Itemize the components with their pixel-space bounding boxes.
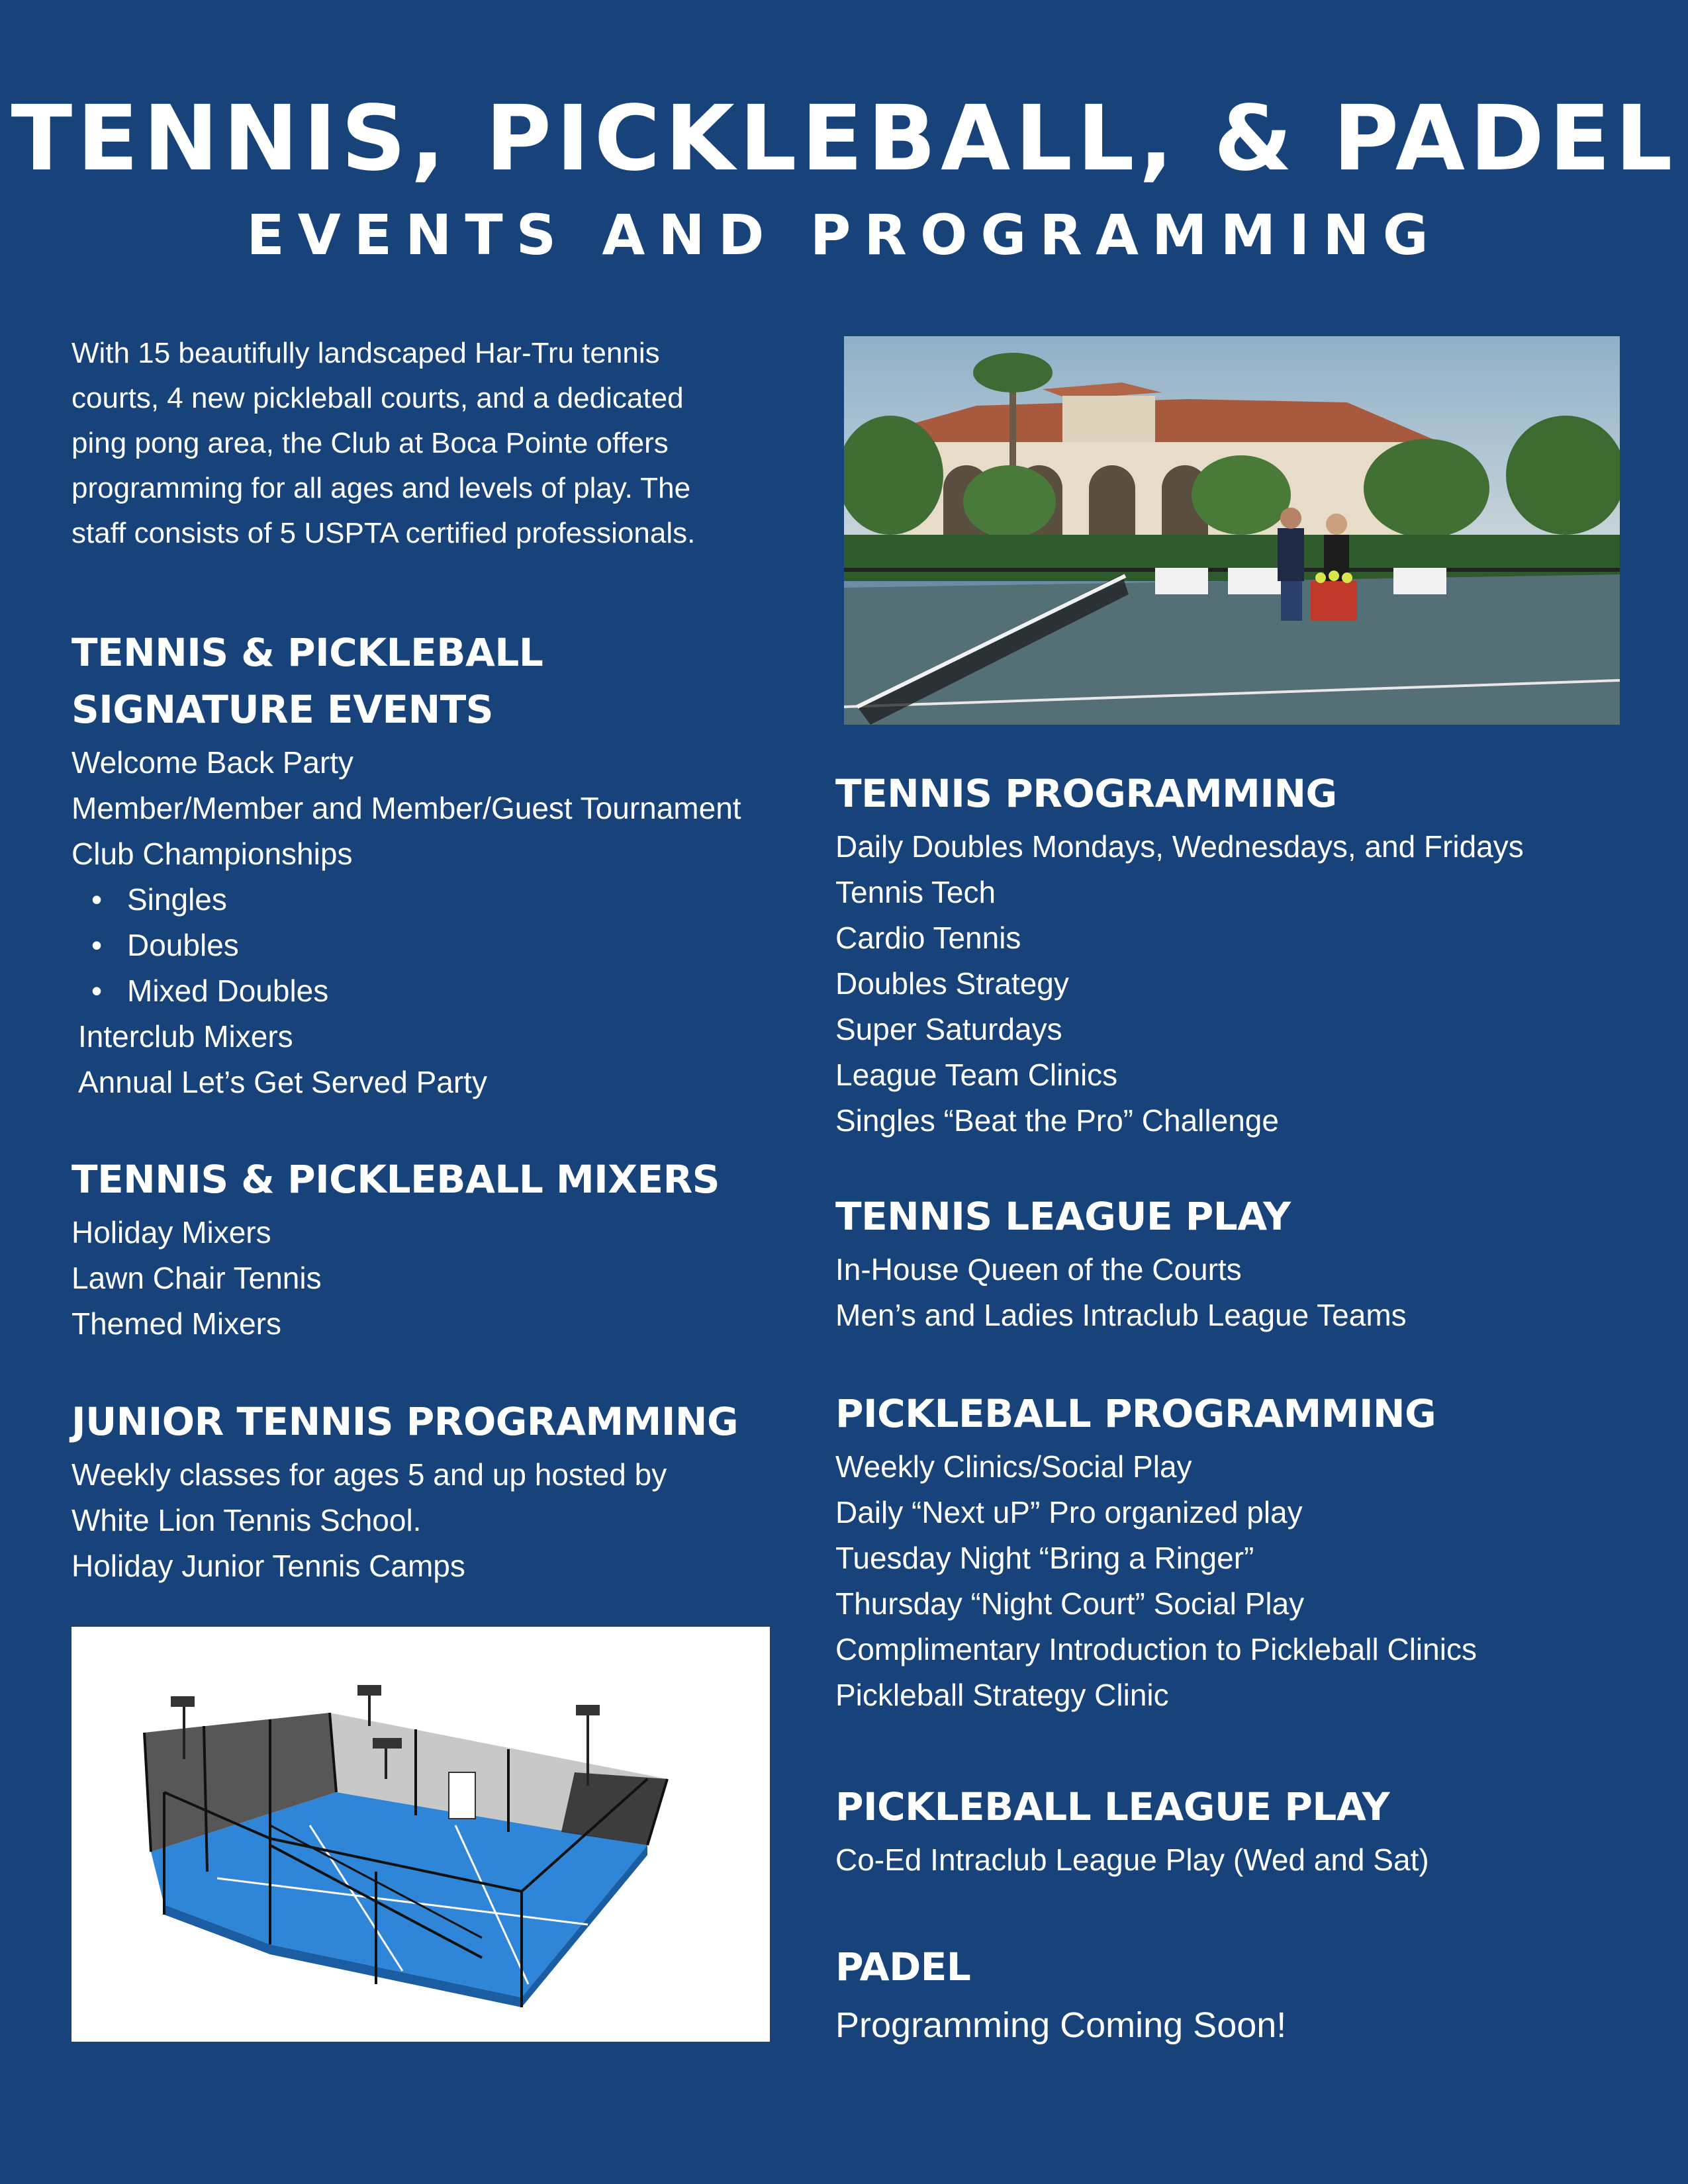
list-item: Men’s and Ladies Intraclub League Teams bbox=[835, 1298, 1407, 1332]
mixers-section bbox=[71, 1149, 833, 1347]
list-item: Complimentary Introduction to Pickleball Clinics bbox=[835, 1632, 1477, 1666]
padel-court-image bbox=[71, 1627, 770, 2042]
section-title: TENNIS LEAGUE PLAY bbox=[835, 1194, 1291, 1239]
list-item: Member/Member and Member/Guest Tournament bbox=[71, 791, 741, 825]
list-item: In-House Queen of the Courts bbox=[835, 1252, 1242, 1287]
list-item: Co-Ed Intraclub League Play (Wed and Sat) bbox=[835, 1843, 1429, 1877]
list-item: Holiday Junior Tennis Camps bbox=[71, 1549, 465, 1583]
mixers-list bbox=[71, 1210, 833, 1347]
bullet-item: • Doubles bbox=[91, 928, 239, 962]
section-title: PICKLEBALL PROGRAMMING bbox=[835, 1391, 1436, 1436]
pickleball-league-list bbox=[835, 1837, 1663, 1883]
bullet-item: • Singles bbox=[91, 882, 227, 917]
list-item: Themed Mixers bbox=[71, 1306, 281, 1341]
bullet-label: Doubles bbox=[127, 928, 239, 962]
tennis-league-section bbox=[835, 1186, 1663, 1338]
list-item: Super Saturdays bbox=[835, 1012, 1062, 1046]
section-title: JUNIOR TENNIS PROGRAMMING bbox=[71, 1399, 739, 1444]
list-item: Daily Doubles Mondays, Wednesdays, and Fridays bbox=[835, 829, 1524, 864]
list-item: Singles “Beat the Pro” Challenge bbox=[835, 1103, 1279, 1138]
pickleball-programming-list bbox=[835, 1444, 1663, 1718]
club-tennis-photo bbox=[844, 336, 1620, 725]
list-item: Thursday “Night Court” Social Play bbox=[835, 1586, 1305, 1621]
pickleball-programming-section bbox=[835, 1383, 1663, 1718]
list-item: Lawn Chair Tennis bbox=[71, 1261, 322, 1295]
section-title: SIGNATURE EVENTS bbox=[71, 687, 494, 732]
bullet-label: Mixed Doubles bbox=[127, 974, 329, 1008]
list-item: Holiday Mixers bbox=[71, 1215, 271, 1250]
padel-court-illustration bbox=[71, 1627, 770, 2042]
tennis-photo-illustration bbox=[844, 336, 1620, 725]
bullet-item: • Mixed Doubles bbox=[91, 974, 329, 1008]
tennis-league-list bbox=[835, 1247, 1663, 1338]
section-title: PADEL bbox=[835, 1944, 971, 1989]
page-title: TENNIS, PICKLEBALL, & PADEL bbox=[11, 87, 1677, 191]
section-title: TENNIS & PICKLEBALL MIXERS bbox=[71, 1157, 720, 1202]
junior-section bbox=[71, 1391, 833, 1589]
list-item: League Team Clinics bbox=[835, 1058, 1118, 1092]
page-subtitle: EVENTS AND PROGRAMMING bbox=[246, 203, 1442, 267]
list-item: Interclub Mixers bbox=[78, 1019, 293, 1054]
list-item: Pickleball Strategy Clinic bbox=[835, 1678, 1169, 1712]
list-item: Welcome Back Party bbox=[71, 745, 354, 780]
list-item: Weekly Clinics/Social Play bbox=[835, 1449, 1192, 1484]
list-item: Tennis Tech bbox=[835, 875, 996, 909]
signature-events-section bbox=[71, 622, 833, 1105]
intro-line: ping pong area, the Club at Boca Pointe offers bbox=[71, 427, 669, 459]
intro-line: With 15 beautifully landscaped Har-Tru tennis bbox=[71, 337, 660, 369]
section-title: TENNIS & PICKLEBALL bbox=[71, 630, 543, 675]
bullet-label: Singles bbox=[127, 882, 227, 917]
list-item: Doubles Strategy bbox=[835, 966, 1069, 1001]
list-item: Cardio Tennis bbox=[835, 921, 1021, 955]
list-item: Daily “Next uP” Pro organized play bbox=[835, 1495, 1303, 1529]
list-item: Club Championships bbox=[71, 837, 353, 871]
intro-line: staff consists of 5 USPTA certified professionals. bbox=[71, 517, 696, 549]
section-title: PICKLEBALL LEAGUE PLAY bbox=[835, 1784, 1390, 1829]
junior-list bbox=[71, 1452, 833, 1589]
list-item: Annual Let’s Get Served Party bbox=[78, 1065, 487, 1099]
pickleball-league-section bbox=[835, 1776, 1663, 1883]
intro-line: courts, 4 new pickleball courts, and a dedicated bbox=[71, 382, 684, 414]
signature-events-list bbox=[71, 740, 833, 1105]
padel-coming-soon: Programming Coming Soon! bbox=[835, 2005, 1287, 2045]
tennis-programming-section bbox=[835, 763, 1663, 1144]
list-item: Tuesday Night “Bring a Ringer” bbox=[835, 1541, 1254, 1575]
tennis-programming-list bbox=[835, 824, 1663, 1144]
section-title: TENNIS PROGRAMMING bbox=[835, 771, 1337, 816]
intro-line: programming for all ages and levels of play. The bbox=[71, 472, 691, 504]
list-item: Weekly classes for ages 5 and up hosted by bbox=[71, 1457, 667, 1492]
list-item: White Lion Tennis School. bbox=[71, 1503, 422, 1537]
padel-section bbox=[835, 1936, 1663, 2053]
intro-paragraph bbox=[71, 331, 820, 556]
